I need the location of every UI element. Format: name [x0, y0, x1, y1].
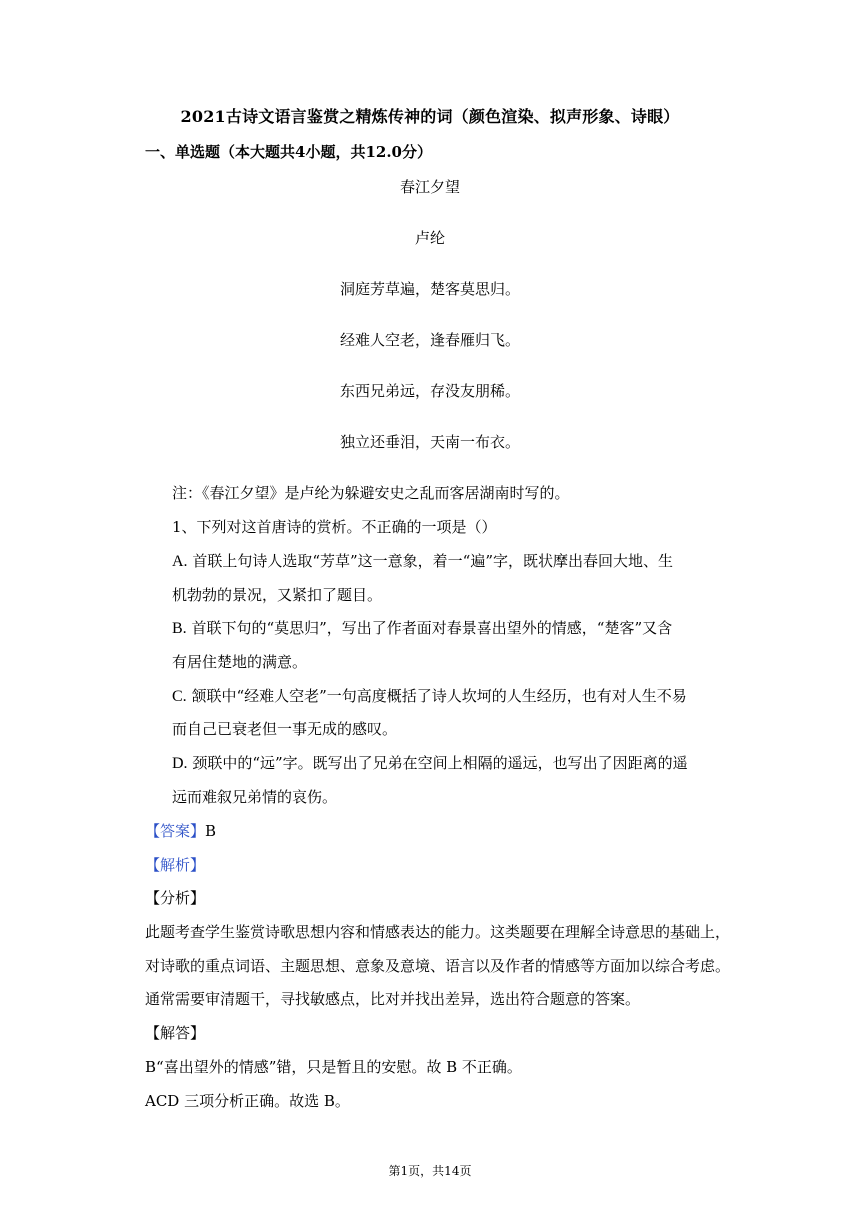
explain-label: 【解析】	[145, 856, 206, 874]
option-a-continued: 机勃勃的景况，又紧扣了题目。	[172, 586, 383, 604]
option-c	[172, 685, 687, 706]
document-title: 2021古诗文语言鉴赏之精炼传神的词（颜色渲染、拟声形象、诗眼）	[180, 107, 680, 126]
option-a-text: 首联上句诗人选取“芳草”这一意象，着一“遍”字，既状摩出春回大地、生	[192, 552, 674, 570]
answer-label: 【答案】	[145, 822, 206, 840]
poem-line-3: 东西兄弟远，存没友朋稀。	[339, 382, 520, 400]
page-footer: 第1页，共14页	[388, 1164, 472, 1178]
solution-label: 【解答】	[145, 1024, 206, 1042]
answer-line	[145, 820, 216, 841]
analysis-label: 【分析】	[145, 889, 206, 907]
option-d	[172, 752, 688, 773]
option-d-letter: D.	[172, 755, 188, 772]
option-a-letter: A.	[172, 553, 188, 570]
analysis-line-2: 对诗歌的重点词语、主题思想、意象及意境、语言以及作者的情感等方面加以综合考虑。	[145, 957, 731, 975]
analysis-line-1: 此题考查学生鉴赏诗歌思想内容和情感表达的能力。这类题要在理解全诗意思的基础上，	[145, 923, 731, 941]
question-text: 1、下列对这首唐诗的赏析。不正确的一项是（）	[172, 518, 497, 536]
answer-value: B	[205, 822, 217, 840]
option-b-continued: 有居住楚地的满意。	[172, 653, 308, 671]
option-d-text: 颈联中的“远”字。既写出了兄弟在空间上相隔的遥远，也写出了因距离的遥	[192, 754, 688, 772]
poem-title: 春江夕望	[399, 178, 460, 196]
solution-line-2: ACD 三项分析正确。故选 B。	[145, 1092, 350, 1110]
option-b	[172, 617, 672, 638]
option-b-letter: B.	[172, 620, 187, 637]
option-a	[172, 550, 673, 571]
poem-line-4: 独立还垂泪，天南一布衣。	[339, 433, 520, 451]
poem-note: 注：《春江夕望》是卢纶为躲避安史之乱而客居湖南时写的。	[172, 484, 570, 502]
option-c-continued: 而自己已衰老但一事无成的感叹。	[172, 720, 398, 738]
solution-line-1: B“喜出望外的情感”错，只是暂且的安慰。故 B 不正确。	[145, 1058, 522, 1076]
option-b-text: 首联下句的“莫思归”，写出了作者面对春景喜出望外的情感，“楚客”又含	[191, 619, 673, 637]
option-c-letter: C.	[172, 688, 187, 705]
poem-author: 卢纶	[414, 229, 445, 247]
section-heading: 一、单选题（本大题共4小题，共12.0分）	[145, 143, 432, 161]
option-c-text: 颔联中“经难人空老”一句高度概括了诗人坎坷的人生经历，也有对人生不易	[191, 687, 687, 705]
option-d-continued: 远而难叙兄弟情的哀伤。	[172, 788, 338, 806]
poem-line-2: 经难人空老，逢春雁归飞。	[339, 331, 520, 349]
analysis-line-3: 通常需要审清题干，寻找敏感点，比对并找出差异，选出符合题意的答案。	[145, 990, 641, 1008]
poem-line-1: 洞庭芳草遍，楚客莫思归。	[339, 280, 520, 298]
